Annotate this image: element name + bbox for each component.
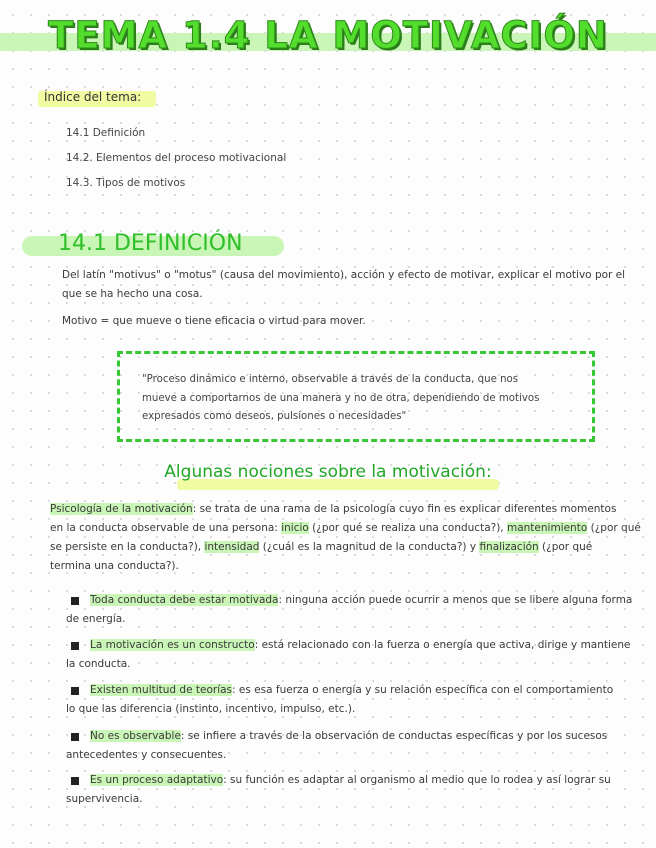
bullet-3-term: Existen multitud de teorías [90,684,233,696]
bullet-square-icon [71,597,79,605]
bullet-4-line-1 [90,727,607,746]
bullet-square-icon [71,687,79,695]
nociones-line-2-c: (¿por qué [590,522,641,534]
bullet-2-rest: : está relacionado con la fuerza o energía que activa, dirige y mantiene [254,639,631,651]
section-title: 14.1 DEFINICIÓN [58,231,243,256]
definition-line-1: Del latín "motivus" o "motus" (causa del movimiento), acción y efecto de motivar, explicar el motivo por el [62,269,626,281]
definition-line-2: que se ha hecho una cosa. [62,288,203,300]
nociones-heading: Algunas nociones sobre la motivación: [164,462,492,482]
bullet-2-line-2: la conducta. [66,658,131,670]
bullet-5-line-1 [90,771,611,790]
indice-item-1: 14.1 Definición [66,127,146,139]
quote-text [142,371,572,427]
nociones-line-3-b: (¿cuál es la magnitud de la conducta?) y [262,541,477,553]
quote-line-1: "Proceso dinámico e interno, observable a través de la conducta, que nos [142,374,519,385]
psicologia-motivacion-term: Psicología de la motivación [50,503,193,515]
quote-line-2: mueve a comportarnos de una manera y no de otra, dependiendo de motivos [142,392,540,404]
bullet-square-icon [71,642,79,650]
page-title: TEMA 1.4 LA MOTIVACIÓN [48,14,608,57]
nociones-line-2-a: en la conducta observable de una persona: [50,522,278,534]
bullet-square-icon [71,777,79,785]
bullet-2-line-1 [90,636,631,655]
bullet-square-icon [71,733,79,741]
nociones-line-2 [50,519,641,538]
nociones-line-3 [50,538,592,557]
nociones-line-3-c: (¿por qué [542,541,593,553]
nociones-line-3-a: se persiste en la conducta?), [50,541,202,553]
nociones-line-4: termina una conducta?). [50,560,179,572]
quote-line-3: expresados como deseos, pulsiones o necesidades" [142,411,407,422]
bullet-4-line-2: antecedentes y consecuentes. [66,749,227,761]
nociones-line-2-b: (¿por qué se realiza una conducta?), [312,522,504,534]
bullet-1-line-1 [90,591,632,610]
bullet-4-rest: : se infiere a través de la observación de conductas específicas y por los sucesos [180,730,608,742]
indice-heading: Índice del tema: [44,90,142,104]
bullet-1-rest: : ninguna acción puede ocurrir a menos que se libere alguna forma [278,594,633,606]
bullet-2-term: La motivación es un constructo [90,639,255,651]
bullet-1-line-2: de energía. [66,613,126,625]
nociones-line-1-rest: : se trata de una rama de la psicología cuyo fin es explicar diferentes momentos [192,503,617,515]
mantenimiento-term: mantenimiento [506,522,588,534]
finalizacion-term: finalización [479,541,539,553]
bullet-5-term: Es un proceso adaptativo [90,774,224,786]
bullet-3-line-1 [90,681,613,700]
indice-item-3: 14.3. Tipos de motivos [66,177,186,189]
bullet-5-rest: : su función es adaptar al organismo al medio que lo rodea y así lograr su [223,774,611,786]
inicio-term: inicio [281,522,309,534]
bullet-3-line-2: lo que las diferencia (instinto, incentivo, impulso, etc.). [66,703,356,715]
motivo-definition: Motivo = que mueve o tiene eficacia o virtud para mover. [62,315,366,327]
bullet-5-line-2: supervivencia. [66,793,143,805]
bullet-3-rest: : es esa fuerza o energía y su relación específica con el comportamiento [232,684,614,696]
intensidad-term: intensidad [204,541,260,553]
bullet-4-term: No es observable [90,730,181,742]
indice-item-2: 14.2. Elementos del proceso motivacional [66,152,287,164]
bullet-1-term: Toda conducta debe estar motivada [90,594,279,606]
nociones-line-1 [50,500,616,519]
